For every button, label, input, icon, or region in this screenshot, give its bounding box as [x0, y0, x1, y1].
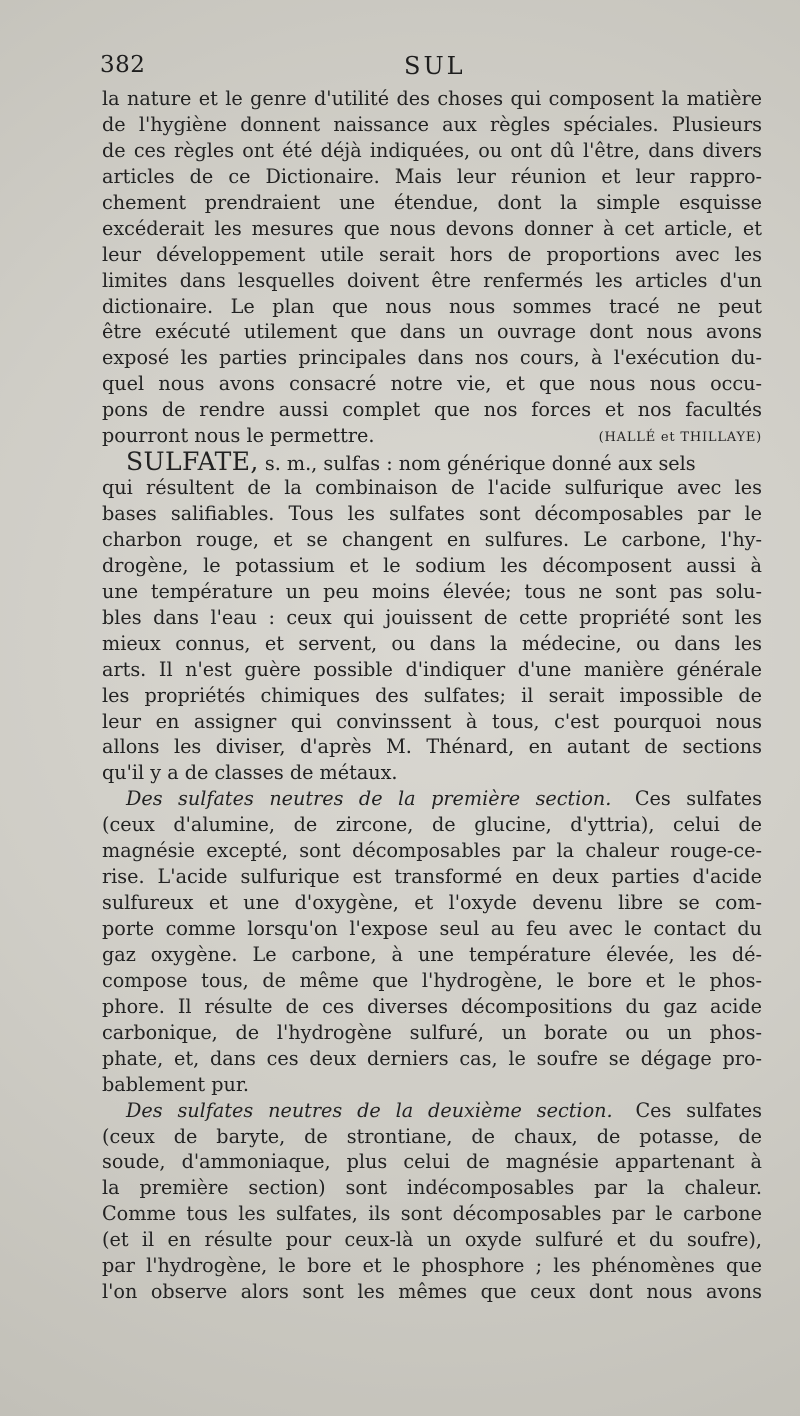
text-line: rise. L'acide sulfurique est transformé en deux parties d'acide	[102, 865, 762, 889]
author-signature: (HALLÉ et THILLAYE)	[598, 430, 762, 446]
text-line: Comme tous les sulfates, ils sont décomposables par le carbone	[102, 1202, 762, 1226]
running-head: SUL	[404, 52, 466, 80]
section-heading-line	[102, 1098, 762, 1124]
text-line: de ces règles ont été déjà indiquées, ou ont dû l'être, dans divers	[102, 138, 762, 162]
text-line: (et il en résulte pour ceux-là un oxyde sulfuré et du soufre),	[102, 1228, 762, 1252]
text-line: exposé les parties principales dans nos cours, à l'exécution du-	[102, 346, 762, 370]
text-line: compose tous, de même que l'hydrogène, le bore et le phos-	[102, 968, 762, 992]
text-line: qu'il y a de classes de métaux.	[102, 761, 398, 785]
text-line: (ceux de baryte, de strontiane, de chaux, de potasse, de	[102, 1124, 762, 1148]
entry-definition-start: s. m., sulfas : nom générique donné aux sels	[264, 452, 696, 476]
page-header	[100, 52, 760, 86]
text-line: de l'hygiène donnent naissance aux règles spéciales. Plusieurs	[102, 112, 762, 136]
text-line: charbon rouge, et se changent en sulfures. Le carbone, l'hy-	[102, 527, 762, 551]
section-two-title: Des sulfates neutres de la deuxième section.	[126, 1098, 613, 1122]
section-two-lead: Ces sulfates	[635, 1098, 762, 1122]
text-line: phate, et, dans ces deux derniers cas, le soufre se dégage pro-	[102, 1046, 762, 1070]
text-line: bablement pur.	[102, 1072, 250, 1096]
text-line: phore. Il résulte de ces diverses décompositions du gaz acide	[102, 994, 762, 1018]
text-line: carbonique, de l'hydrogène sulfuré, un borate ou un phos-	[102, 1020, 762, 1044]
text-line: porte comme lorsqu'on l'expose seul au feu avec le contact du	[102, 917, 762, 940]
text-line: arts. Il n'est guère possible d'indiquer d'une manière générale	[102, 657, 762, 681]
entry-heading-line	[102, 449, 762, 475]
section-two-paragraph	[102, 1098, 762, 1306]
text-line: sulfureux et une d'oxygène, et l'oxyde devenu libre se com-	[102, 891, 762, 915]
text-line: quel nous avons consacré notre vie, et que nous nous occu-	[102, 372, 762, 396]
section-one-paragraph	[102, 786, 762, 1097]
text-line: leur développement utile serait hors de proportions avec les	[102, 242, 762, 266]
text-line: (ceux d'alumine, de zircone, de glucine, d'yttria), celui de	[102, 813, 762, 837]
text-line: bles dans l'eau : ceux qui jouissent de cette propriété sont les	[102, 605, 762, 629]
text-line: excéderait les mesures que nous devons donner à cet article, et	[102, 216, 762, 240]
text-line: articles de ce Dictionaire. Mais leur réunion et leur rappro-	[102, 164, 762, 188]
text-line: leur en assigner qui convinssent à tous, c'est pourquoi nous	[102, 709, 762, 733]
text-line: gaz oxygène. Le carbone, à une température élevée, les dé-	[102, 942, 762, 966]
text-line: mieux connus, et servent, ou dans la médecine, ou dans les	[102, 631, 762, 655]
section-one-lead: Ces sulfates	[634, 787, 762, 811]
intro-paragraph	[102, 86, 762, 449]
text-line: être exécuté utilement que dans un ouvrage dont nous avons	[102, 320, 762, 344]
text-line: magnésie excepté, sont décomposables par la chaleur rouge-ce-	[102, 839, 762, 863]
entry-headword: SULFATE,	[126, 447, 259, 477]
text-line: la nature et le genre d'utilité des choses qui composent la matière	[102, 87, 762, 110]
text-line: soude, d'ammoniaque, plus celui de magnésie appartenant à	[102, 1150, 762, 1174]
page-number: 382	[100, 52, 146, 78]
text-line: la première section) sont indécomposables par la chaleur.	[102, 1176, 762, 1200]
text-line: limites dans lesquelles doivent être renfermés les articles d'un	[102, 268, 762, 292]
text-line: une température un peu moins élevée; tous ne sont pas solu-	[102, 579, 762, 603]
text-line: pons de rendre aussi complet que nos forces et nos facultés	[102, 398, 762, 422]
intro-last-line: pourront nous le permettre.	[102, 424, 375, 448]
body-text	[102, 86, 762, 1305]
section-heading-line	[102, 786, 762, 812]
section-one-title: Des sulfates neutres de la première section.	[126, 787, 612, 811]
text-line: bases salifiables. Tous les sulfates sont décomposables par le	[102, 502, 762, 525]
text-line: les propriétés chimiques des sulfates; il serait impossible de	[102, 683, 762, 707]
text-line: chement prendraient une étendue, dont la simple esquisse	[102, 190, 762, 214]
text-line: par l'hydrogène, le bore et le phosphore ; les phénomènes que	[102, 1254, 762, 1278]
text-line: dictionaire. Le plan que nous nous sommes tracé ne peut	[102, 294, 762, 318]
sulfate-entry	[102, 449, 762, 786]
text-line: allons les diviser, d'après M. Thénard, en autant de sections	[102, 735, 762, 759]
text-line	[102, 423, 762, 449]
text-line: l'on observe alors sont les mêmes que ceux dont nous avons	[102, 1280, 762, 1304]
text-line: qui résultent de la combinaison de l'acide sulfurique avec les	[102, 476, 762, 500]
text-line: drogène, le potassium et le sodium les décomposent aussi à	[102, 553, 762, 577]
